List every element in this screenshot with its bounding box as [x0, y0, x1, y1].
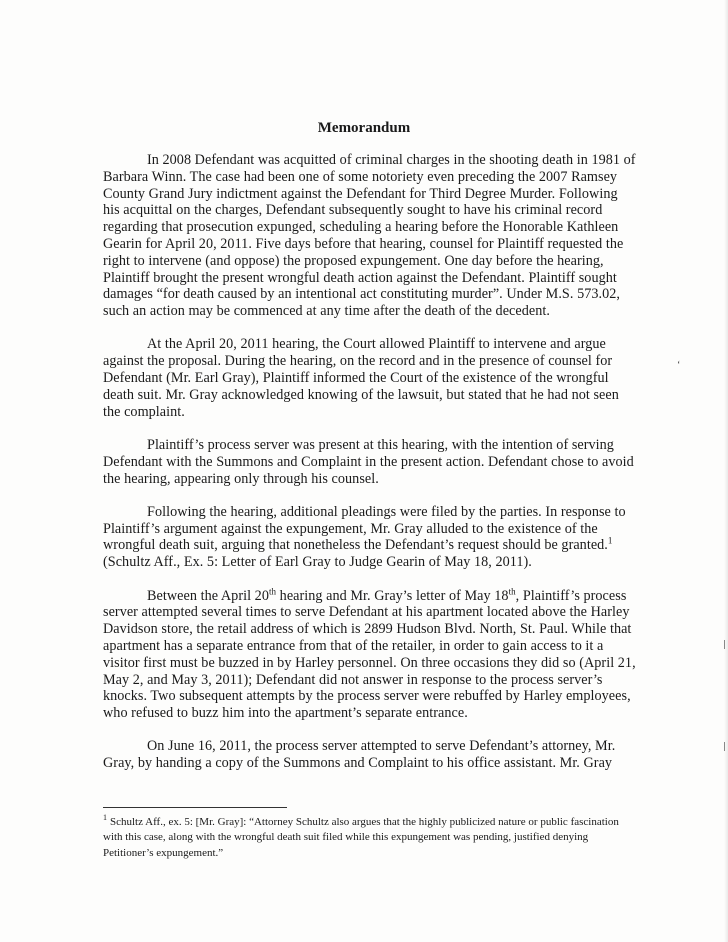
memo-body — [103, 152, 637, 789]
footnote-text: Schultz Aff., ex. 5: [Mr. Gray]: “Attorney Schultz also argues that the highly publicized nature or public fascination with this case, along with the wrongful death suit filed while this expungement was pending, justified denying Petitioner’s expungement.” — [103, 816, 619, 859]
paragraph-hearing: At the April 20, 2011 hearing, the Court allowed Plaintiff to intervene and argue against the proposal. During the hearing, on the record and in the presence of counsel for Defendant (Mr. Earl Gray), Plaintiff informed the Court of the existence of the wrongful death suit. Mr. Gray acknowledged knowing of the lawsuit, but stated that he had not seen the complaint. — [103, 336, 619, 420]
service-text-2: hearing and Mr. Gray’s letter of May 18 — [276, 587, 509, 604]
pleadings-citation: (Schultz Aff., Ex. 5: Letter of Earl Gray to Judge Gearin of May 18, 2011). — [103, 554, 532, 571]
scan-artifact — [724, 742, 725, 751]
pleadings-text: Following the hearing, additional pleadings were filed by the parties. In response to Plaintiff’s argument against the expungement, Mr. Gray alluded to the existence of the wrongful death suit, arguing that nonetheless the Defendant’s request should be granted. — [103, 503, 626, 554]
scan-edge — [724, 0, 728, 942]
footnote — [103, 815, 623, 861]
ordinal-suffix: th — [268, 585, 277, 596]
margin-mark: ‘ — [677, 360, 681, 371]
service-text-1: Between the April 20 — [147, 587, 269, 604]
footnote-marker: 1 — [103, 813, 107, 823]
paragraph-service-attempts — [103, 585, 637, 722]
paragraph-attorney-service: On June 16, 2011, the process server attempted to serve Defendant’s attorney, Mr. Gray, by handing a copy of the Summons and Complaint to his office assistant. Mr. Gray — [103, 738, 616, 772]
scan-artifact — [724, 640, 725, 649]
page-title: Memorandum — [317, 120, 411, 136]
paragraph-pleadings — [103, 504, 637, 571]
footnote-divider — [103, 807, 287, 808]
footnote-ref: 1 — [607, 535, 613, 546]
service-text-3: , Plaintiff’s process server attempted several times to serve Defendant at his apartment located above the Harley Davidson store, the retail address of which is 2899 Hudson Blvd. North, St. Paul. While that apartment has a separate entrance from that of the retailer, in order to gain access to it a visitor first must be buzzed in by Harley personnel. On three occasions they did so (April 21, May 2, and May 3, 2011); Defendant did not answer in response to the process server’s knocks. Two subsequent attempts by the process server were rebuffed by Harley employees, who refused to buzz him into the apartment’s separate entrance. — [103, 587, 636, 722]
paragraph-process-server: Plaintiff’s process server was present at this hearing, with the intention of serving Defendant with the Summons and Complaint in the present action. Defendant chose to avoid the hearing, appearing only through his counsel. — [103, 436, 634, 487]
paragraph-background: In 2008 Defendant was acquitted of criminal charges in the shooting death in 1981 of Barbara Winn. The case had been one of some notoriety even preceding the 2007 Ramsey County Grand Jury indictment against the Defendant for Third Degree Murder. Following his acquittal on the charges, Defendant subsequently sought to have his criminal record regarding that prosecution expunged, scheduling a hearing before the Honorable Kathleen Gearin for April 20, 2011. Five days before that hearing, counsel for Plaintiff requested the right to intervene (and oppose) the proposed expungement. One day before the hearing, Plaintiff brought the present wrongful death action against the Defendant. Plaintiff sought damages “for death caused by an intentional act constituting murder”. Under M.S. 573.02, such an action may be commenced at any time after the death of the decedent. — [103, 152, 636, 320]
ordinal-suffix: th — [508, 585, 516, 596]
